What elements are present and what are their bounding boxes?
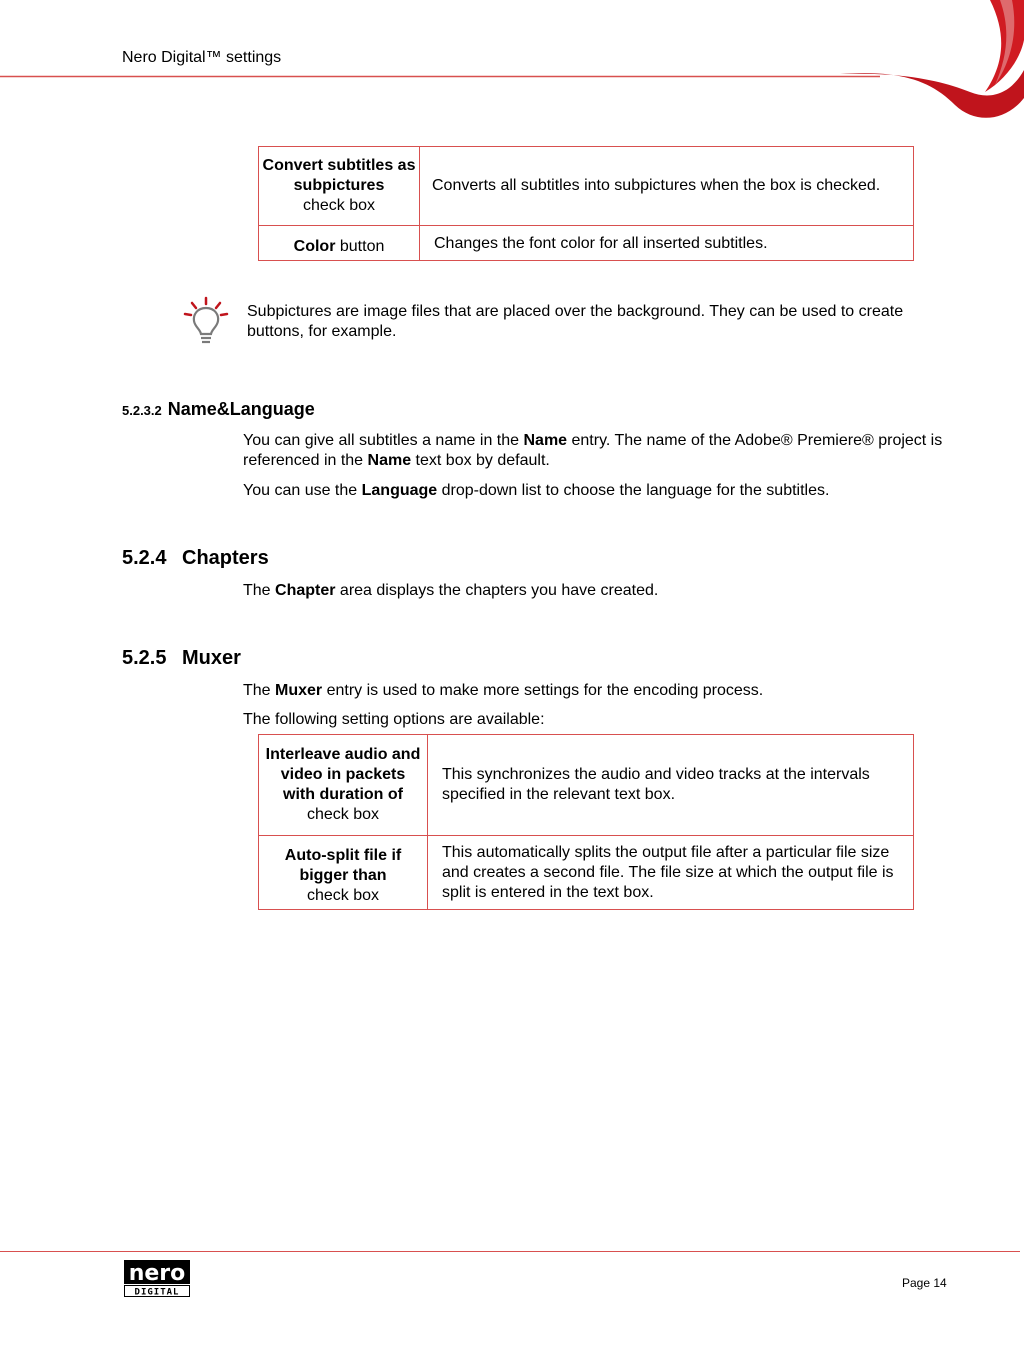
option-description: This synchronizes the audio and video tracks at the intervals specified in the relevant text box. — [428, 735, 914, 836]
table-row — [259, 735, 914, 836]
option-type: check box — [306, 887, 380, 904]
table-row — [259, 147, 914, 226]
option-name: Color — [293, 238, 336, 255]
footer-divider — [0, 1251, 1020, 1252]
paragraph: The following setting options are available: — [243, 711, 545, 728]
svg-text:nero: nero — [128, 1261, 186, 1286]
paragraph: You can give all subtitles a name in the Name entry. The name of the Adobe® Premiere® project is referenced in the Name text box by default. — [243, 432, 943, 469]
section-heading-chapters: 5.2.4 Chapters — [122, 547, 269, 569]
muxer-options-table — [258, 734, 914, 910]
option-name: Interleave audio and video in packets with duration of — [265, 746, 421, 803]
option-name: Convert subtitles as subpictures — [262, 157, 416, 194]
table-row — [259, 836, 914, 910]
section-heading-name-language: 5.2.3.2 Name&Language — [122, 399, 315, 419]
option-type: check box — [302, 197, 376, 214]
page-number: Page 14 — [902, 1276, 947, 1290]
lightbulb-icon — [183, 296, 229, 346]
subtitle-options-table — [258, 146, 914, 261]
tip-text: Subpictures are image files that are placed over the background. They can be used to create buttons, for example. — [247, 303, 904, 340]
svg-text:DIGITAL: DIGITAL — [134, 1287, 180, 1297]
option-description: Changes the font color for all inserted subtitles. — [420, 226, 914, 261]
header-swoosh-graphic — [0, 0, 1024, 130]
paragraph: You can use the Language drop-down list to choose the language for the subtitles. — [243, 482, 830, 499]
header-title: Nero Digital™ settings — [122, 49, 282, 66]
section-heading-muxer: 5.2.5 Muxer — [122, 647, 241, 669]
option-name: Auto-split file if bigger than — [284, 847, 402, 884]
table-row — [259, 226, 914, 261]
paragraph: The Chapter area displays the chapters you have created. — [243, 582, 659, 599]
option-description: Converts all subtitles into subpictures when the box is checked. — [420, 147, 914, 226]
option-type: check box — [306, 806, 380, 823]
option-description: This automatically splits the output file after a particular file size and creates a second file. The file size at which the output file is split is entered in the text box. — [428, 836, 914, 910]
option-type: button — [339, 238, 385, 255]
nero-digital-logo — [124, 1260, 190, 1297]
paragraph: The Muxer entry is used to make more settings for the encoding process. — [243, 682, 764, 699]
